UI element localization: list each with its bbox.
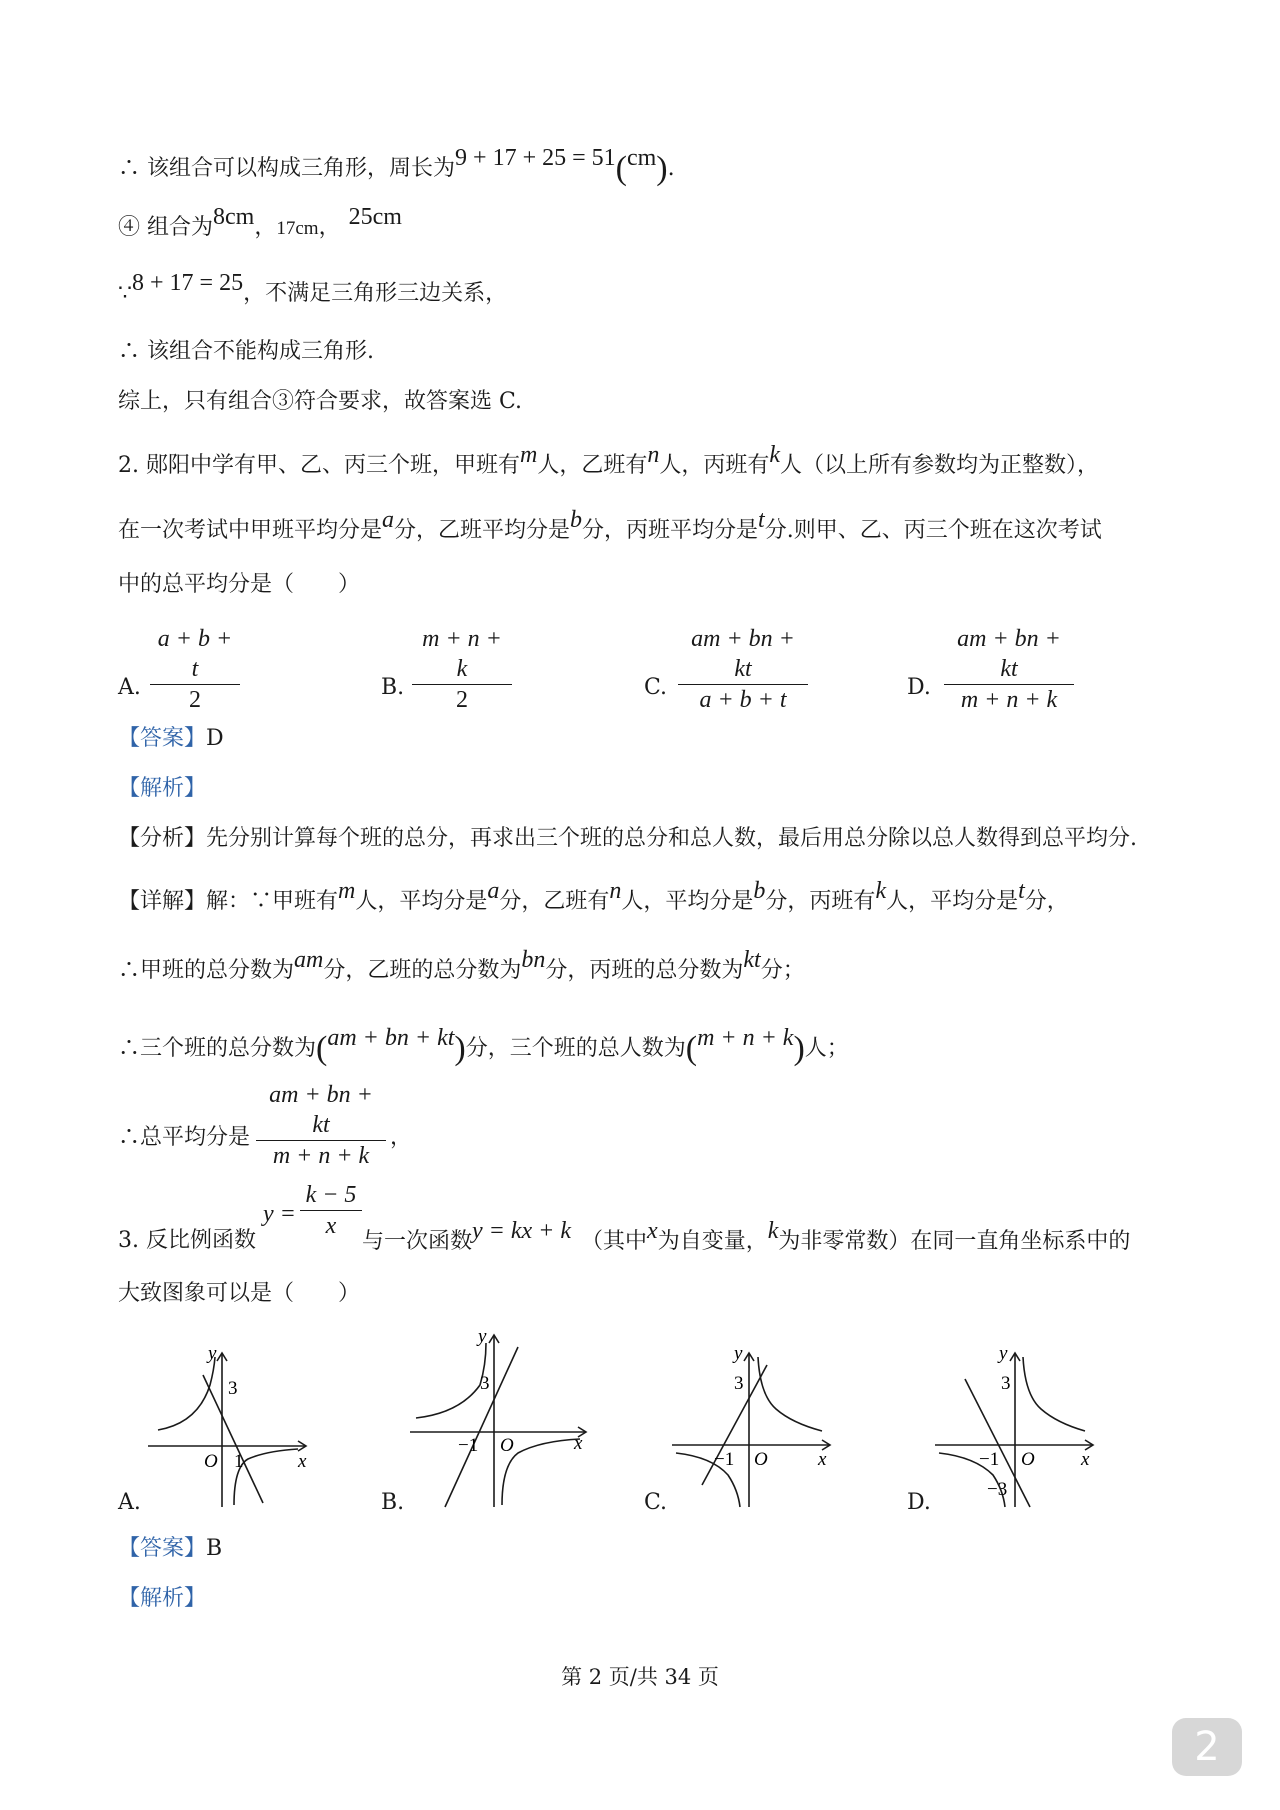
side-b: 17cm	[276, 218, 319, 239]
line-end: .	[667, 156, 675, 181]
var-m: m	[520, 442, 538, 468]
fenxi-tag: 【分析】	[118, 826, 207, 851]
q3-line2: 大致图象可以是（ ）	[118, 1281, 361, 1306]
denominator: x	[325, 1213, 337, 1239]
q3-answer	[118, 1534, 222, 1564]
line-text: 该组合不能构成三角形.	[147, 339, 375, 364]
q2-step2: ∴三个班的总分数为(am + bn + kt)分，三个班的总人数为(m + n + k)人；	[118, 1025, 849, 1067]
text: ∴三个班的总分数为	[118, 1036, 317, 1061]
y-axis-label: y	[734, 1343, 743, 1364]
total-count-expr: m + n + k	[697, 1025, 794, 1051]
var-m: m	[338, 878, 356, 904]
answer-tag: 【答案】	[118, 1536, 207, 1561]
unit: cm	[626, 145, 657, 171]
page-number-badge[interactable]: 2	[1172, 1718, 1242, 1776]
circled-number: ④	[118, 215, 141, 240]
therefore-symbol: ∴	[118, 156, 141, 181]
var-b: b	[753, 878, 766, 904]
numerator: m + n + k	[422, 626, 502, 682]
separator: ，	[254, 215, 277, 240]
xiangjie-tag: 【详解】	[118, 889, 207, 914]
q2-line2	[118, 507, 1102, 546]
line-text: 组合为	[147, 215, 214, 240]
text: 人；	[804, 1036, 849, 1061]
origin-label: O	[1021, 1449, 1035, 1470]
graph-a-label[interactable]: A.	[118, 1490, 141, 1515]
text: 分，乙班有	[499, 889, 610, 914]
text: ∴甲班的总分数为	[118, 958, 295, 983]
graph-d[interactable]	[935, 1345, 1100, 1514]
text: 分，丙班有	[765, 889, 876, 914]
numerator: k − 5	[305, 1182, 357, 1208]
text: 为自变量，	[657, 1229, 768, 1254]
graph-c-label[interactable]: C.	[644, 1490, 668, 1515]
graph-b[interactable]	[410, 1325, 595, 1514]
graph-d-label[interactable]: D.	[907, 1490, 931, 1515]
graph-c[interactable]	[672, 1345, 837, 1514]
choice-c-label[interactable]: C.	[644, 675, 668, 700]
line-because	[118, 270, 508, 309]
total-score-expr: am + bn + kt	[327, 1025, 455, 1051]
tick-label: −1	[714, 1449, 735, 1470]
x-axis-label: x	[1081, 1449, 1090, 1470]
choice-a-fraction[interactable]	[150, 624, 240, 715]
term-kt: kt	[743, 947, 761, 973]
q3-analysis-tag: 【解析】	[118, 1586, 207, 1611]
denominator: 2	[456, 687, 468, 713]
answer-value: D	[206, 726, 224, 751]
text: 分，	[1024, 889, 1069, 914]
q3-line1-rest	[362, 1218, 1131, 1257]
final-average-fraction	[256, 1080, 386, 1171]
text: ∴总平均分是	[118, 1125, 251, 1150]
y-axis-label: y	[478, 1326, 487, 1347]
line-combo-4	[118, 204, 402, 244]
text: 人（以上所有参数均为正整数），	[780, 453, 1100, 478]
text: 人，平均分是	[355, 889, 488, 914]
origin-label: O	[754, 1449, 768, 1470]
therefore-symbol: ∴	[118, 339, 141, 364]
graph-b-label[interactable]: B.	[381, 1490, 405, 1515]
perimeter-formula: 9 + 17 + 25 = 51	[455, 145, 616, 171]
text: 在一次考试中甲班平均分是	[118, 518, 383, 543]
tick-label: 3	[734, 1373, 744, 1394]
var-b: b	[570, 507, 583, 533]
text: 与一次函数	[362, 1229, 473, 1254]
q2-line1	[118, 442, 1100, 481]
line-perimeter: ∴ 该组合可以构成三角形，周长为9 + 17 + 25 = 51(cm).	[118, 145, 675, 187]
tick-label: −1	[458, 1435, 479, 1456]
side-c: 25cm	[348, 204, 402, 230]
choice-a-label[interactable]: A.	[118, 675, 141, 700]
q2-xiangjie	[118, 878, 1069, 917]
answer-tag: 【答案】	[118, 726, 207, 751]
text: 分，乙班平均分是	[394, 518, 571, 543]
q3-line1	[118, 1226, 256, 1256]
q2-step1	[118, 947, 805, 986]
denominator: 2	[189, 687, 201, 713]
line-summary: 综上，只有组合③符合要求，故答案选 C.	[118, 389, 523, 414]
line-text: ，不满足三角形三边关系，	[243, 281, 508, 306]
tick-label: 3	[1001, 1373, 1011, 1394]
tick-label: −3	[987, 1479, 1008, 1500]
text: 为非零常数）在同一直角坐标系中的	[778, 1229, 1131, 1254]
line-conclusion	[118, 337, 374, 367]
x-axis-label: x	[574, 1433, 583, 1454]
tick-label: −1	[979, 1449, 1000, 1470]
var-k: k	[769, 442, 781, 468]
q2-analysis-tag: 【解析】	[118, 776, 207, 801]
var-n: n	[609, 878, 622, 904]
text: 分，乙班的总分数为	[323, 958, 522, 983]
choice-b-label[interactable]: B.	[381, 675, 405, 700]
numerator: am + bn + kt	[957, 626, 1061, 682]
graph-a[interactable]	[148, 1345, 313, 1514]
numerator: a + b + t	[157, 626, 233, 682]
text: 分，丙班平均分是	[582, 518, 759, 543]
side-a: 8cm	[213, 204, 255, 230]
text: 人，平均分是	[621, 889, 754, 914]
term-am: am	[294, 947, 324, 973]
y-axis-label: y	[999, 1343, 1008, 1364]
denominator: m + n + k	[272, 1143, 370, 1169]
var-a: a	[487, 878, 500, 904]
text: 分，丙班的总分数为	[545, 958, 744, 983]
fenxi-text: 先分别计算每个班的总分，再求出三个班的总分和总人数，最后用总分除以总人数得到总平均分.	[206, 826, 1138, 851]
numerator: am + bn + kt	[691, 626, 795, 682]
text: 人，丙班有	[659, 453, 770, 478]
var-k: k	[767, 1218, 779, 1244]
q2-step3	[118, 1123, 250, 1153]
choice-d-fraction[interactable]	[944, 624, 1074, 715]
numerator: am + bn + kt	[269, 1082, 373, 1138]
inverse-lhs: y =	[263, 1201, 296, 1227]
tick-label: 3	[228, 1378, 238, 1399]
separator: ，	[318, 215, 341, 240]
q2-step3-end: ，	[390, 1125, 413, 1150]
tick-label: 3	[480, 1373, 490, 1394]
text: 分；	[760, 958, 805, 983]
var-a: a	[382, 507, 395, 533]
q2-line3: 中的总平均分是（ ）	[118, 572, 361, 597]
origin-label: O	[204, 1451, 218, 1472]
text: 人，平均分是	[886, 889, 1019, 914]
x-axis-label: x	[298, 1451, 307, 1472]
inverse-fraction	[300, 1180, 362, 1241]
linear-func: y = kx + k	[472, 1218, 572, 1244]
var-t: t	[1018, 878, 1025, 904]
text: 分.则甲、乙、丙三个班在这次考试	[764, 518, 1102, 543]
x-axis-label: x	[818, 1449, 827, 1470]
text: 人，乙班有	[537, 453, 648, 478]
line-text: 该组合可以构成三角形，周长为	[147, 156, 456, 181]
choice-d-label[interactable]: D.	[907, 675, 931, 700]
term-bn: bn	[521, 947, 546, 973]
answer-value: B	[206, 1536, 223, 1561]
var-t: t	[758, 507, 765, 533]
var-k: k	[875, 878, 887, 904]
choice-b-fraction[interactable]	[412, 624, 512, 715]
y-axis-label: y	[208, 1343, 217, 1364]
q2-answer	[118, 724, 224, 754]
denominator: m + n + k	[960, 687, 1058, 713]
origin-label: O	[500, 1435, 514, 1456]
sum-formula: 8 + 17 = 25	[132, 270, 244, 296]
var-n: n	[647, 442, 660, 468]
var-x: x	[647, 1218, 658, 1244]
q2-fenxi	[118, 824, 1137, 854]
page-footer: 第 2 页/共 34 页	[561, 1665, 719, 1689]
denominator: a + b + t	[699, 687, 787, 713]
because-symbol: ∵	[118, 281, 132, 306]
text: （其中	[581, 1229, 648, 1254]
text: 2. 郧阳中学有甲、乙、丙三个班，甲班有	[118, 453, 520, 478]
text: 3. 反比例函数	[118, 1228, 256, 1253]
text: 解：∵甲班有	[206, 889, 339, 914]
choice-c-fraction[interactable]	[678, 624, 808, 715]
tick-label: 1	[234, 1451, 244, 1472]
text: 分，三个班的总人数为	[465, 1036, 686, 1061]
